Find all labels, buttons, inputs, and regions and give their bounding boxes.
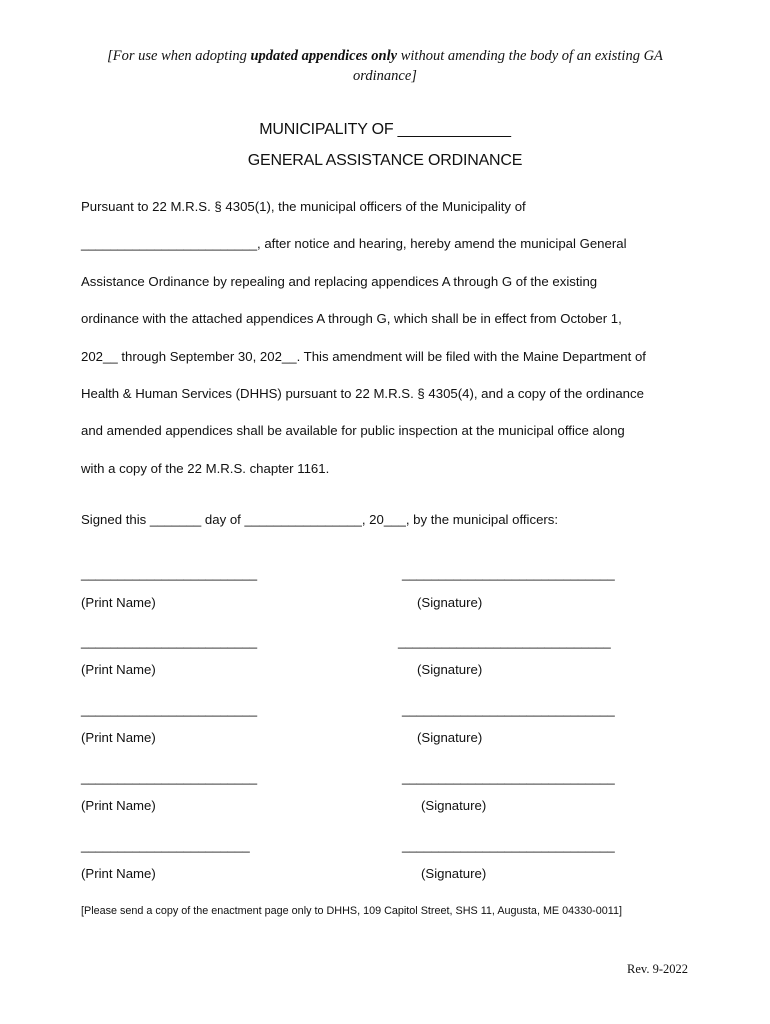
title-ordinance: GENERAL ASSISTANCE ORDINANCE — [247, 152, 523, 169]
print-name-label: (Print Name) — [81, 798, 156, 813]
revision-label: Rev. 9-2022 — [627, 962, 688, 976]
signature-label: (Signature) — [417, 662, 483, 677]
signature-blank[interactable]: _____________________________ — [402, 770, 615, 785]
body-paragraph — [81, 196, 701, 495]
body-line: Pursuant to 22 M.R.S. § 4305(1), the municipal officers of the Municipality of — [81, 199, 526, 214]
usage-note — [80, 46, 690, 86]
print-name-blank[interactable]: _______________________ — [81, 838, 250, 853]
body-line: and amended appendices shall be available for public inspection at the municipal office along — [81, 423, 625, 439]
print-name-blank[interactable]: ________________________ — [81, 770, 258, 785]
signed-line: Signed this _______ day of ________________, 20___, by the municipal officers: — [81, 512, 559, 527]
body-line: 202__ through September 30, 202__. This amendment will be filed with the Maine Department of — [81, 348, 646, 364]
print-name-blank[interactable]: ________________________ — [81, 566, 258, 581]
body-line: with a copy of the 22 M.R.S. chapter 1161. — [81, 460, 330, 476]
signature-blank[interactable]: _____________________________ — [402, 566, 615, 581]
body-line: Health & Human Services (DHHS) pursuant to 22 M.R.S. § 4305(4), and a copy of the ordinance — [81, 385, 644, 401]
signature-label: (Signature) — [421, 866, 487, 881]
body-line: Assistance Ordinance by repealing and replacing appendices A through G of the existing — [81, 273, 598, 289]
signature-label: (Signature) — [417, 595, 483, 610]
print-name-blank[interactable]: ________________________ — [81, 702, 258, 717]
signature-blank[interactable]: _____________________________ — [402, 702, 615, 717]
signature-blank[interactable]: _____________________________ — [398, 634, 611, 649]
usage-note-prefix: [For use when adopting — [107, 48, 251, 64]
mailing-instructions: [Please send a copy of the enactment page only to DHHS, 109 Capitol Street, SHS 11, Augusta, ME 04330-0011] — [81, 905, 622, 917]
body-line: ordinance with the attached appendices A through G, which shall be in effect from October 1, — [81, 311, 622, 327]
print-name-blank[interactable]: ________________________ — [81, 634, 258, 649]
print-name-label: (Print Name) — [81, 866, 156, 881]
usage-note-emphasis: updated appendices only — [250, 48, 398, 64]
print-name-label: (Print Name) — [81, 730, 156, 745]
signature-label: (Signature) — [417, 730, 483, 745]
signature-label: (Signature) — [421, 798, 487, 813]
title-municipality: MUNICIPALITY OF _____________ — [259, 121, 511, 138]
print-name-label: (Print Name) — [81, 662, 156, 677]
usage-note-suffix: without amending the body of an existing GA ordinance] — [353, 48, 663, 84]
print-name-label: (Print Name) — [81, 595, 156, 610]
body-line: ________________________, after notice and hearing, hereby amend the municipal General — [81, 236, 627, 252]
signature-blank[interactable]: _____________________________ — [402, 838, 615, 853]
